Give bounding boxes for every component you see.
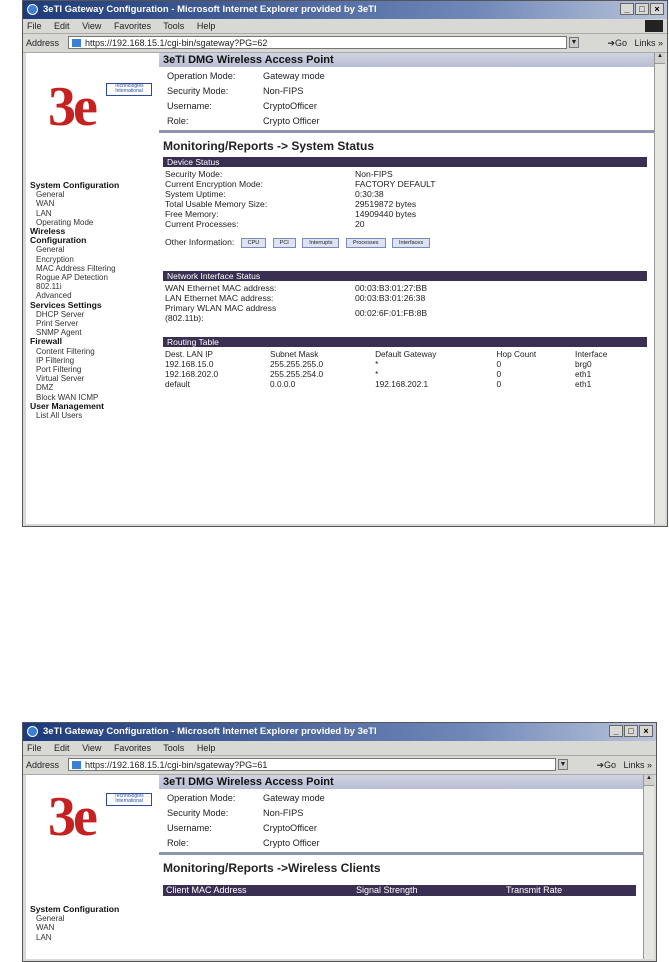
menu-help[interactable]: Help — [196, 21, 216, 31]
status-row: Current Processes: 20 — [165, 219, 365, 229]
sidebar — [26, 775, 156, 959]
col-transmit-rate: Transmit Rate — [506, 885, 563, 895]
nav-link[interactable]: IP Filtering — [36, 355, 75, 365]
nav-section-heading: User Management — [30, 400, 105, 411]
title-bar[interactable] — [23, 1, 667, 19]
device-status-list — [159, 169, 655, 229]
page-content — [26, 775, 644, 959]
nav-section-heading: System Configuration — [30, 904, 120, 914]
nav-link[interactable]: General — [36, 914, 65, 924]
nav-section-heading: Configuration — [30, 235, 87, 246]
ie-icon — [27, 4, 38, 15]
menu-file[interactable]: File — [27, 743, 42, 753]
nav-section-heading: Wireless — [30, 226, 66, 237]
menu-favorites[interactable]: Favorites — [113, 21, 151, 31]
menu-tools[interactable]: Tools — [163, 21, 185, 31]
nav-link[interactable]: Advanced — [36, 291, 72, 301]
menu-bar — [23, 741, 656, 755]
menu-tools[interactable]: Tools — [163, 743, 185, 753]
nav-link[interactable]: LAN — [36, 932, 52, 942]
nav-section-heading: Services Settings — [30, 299, 102, 310]
nav-link[interactable]: DHCP Server — [36, 309, 85, 319]
scroll-up-icon: ▲ — [644, 775, 654, 786]
browser-window-wireless-clients — [22, 722, 657, 962]
ie-icon — [27, 726, 38, 737]
menu-edit[interactable]: Edit — [54, 743, 70, 753]
nav-link[interactable]: MAC Address Filtering — [36, 263, 116, 273]
nav-link[interactable]: LAN — [36, 208, 52, 218]
info-row: Username: CryptoOfficer — [167, 101, 317, 111]
sidebar — [26, 53, 156, 524]
maximize-button[interactable]: □ — [635, 3, 649, 15]
info-row: Security Mode: Non-FIPS — [167, 808, 304, 818]
info-row: Role: Crypto Officer — [167, 116, 320, 126]
menu-file[interactable]: File — [27, 21, 42, 31]
page-content — [26, 53, 655, 524]
address-label: Address — [26, 38, 60, 48]
go-label: Go — [603, 760, 616, 770]
table-row: 192.168.15.0 255.255.255.0 * 0 brg0 — [165, 359, 592, 369]
logo-tag: Technologies International — [106, 83, 152, 96]
network-status-header: Network Interface Status — [163, 271, 647, 281]
vertical-scrollbar[interactable] — [654, 53, 665, 524]
browser-window-system-status — [22, 0, 668, 527]
nav-link[interactable]: General — [36, 190, 65, 200]
interrupts-button[interactable]: Interrupts — [302, 238, 339, 248]
page-title: Monitoring/Reports -> System Status — [163, 139, 375, 153]
go-button[interactable]: ➔Go — [596, 760, 616, 770]
address-bar — [23, 33, 667, 53]
mac-row: Primary WLAN MAC address (802.11b): 00:02:6F:01:FB:8B — [165, 303, 428, 323]
window-title: 3eTI Gateway Configuration - Microsoft Internet Explorer provided by 3eTI — [43, 726, 377, 737]
links-button[interactable]: Links » — [623, 760, 652, 770]
logo-text: 3e — [48, 76, 95, 138]
main-panel — [159, 53, 655, 524]
col-client-mac: Client MAC Address — [166, 885, 247, 895]
logo-3e — [48, 785, 148, 875]
ap-title: 3eTI DMG Wireless Access Point — [159, 775, 644, 789]
nav-link[interactable]: Content Filtering — [36, 346, 95, 356]
main-panel — [159, 775, 644, 959]
status-row: Current Encryption Mode: FACTORY DEFAULT — [165, 179, 436, 189]
logo-3e — [48, 75, 148, 165]
close-button[interactable]: × — [650, 3, 664, 15]
address-input[interactable]: https://192.168.15.1/cgi-bin/sgateway?PG=61 — [68, 758, 556, 771]
close-button[interactable]: × — [639, 725, 653, 737]
nav-section-heading: System Configuration — [30, 180, 120, 190]
wireless-clients-table-header — [163, 885, 636, 896]
routing-table-head: Dest. LAN IP Subnet Mask Default Gateway Hop Count Interface — [165, 349, 608, 359]
nav-menu — [30, 181, 119, 420]
nav-link[interactable]: Rogue AP Detection — [36, 273, 108, 283]
mac-row: LAN Ethernet MAC address: 00:03:B3:01:26:38 — [165, 293, 426, 303]
nav-link[interactable]: General — [36, 245, 65, 255]
page-title: Monitoring/Reports ->Wireless Clients — [163, 861, 381, 875]
table-row: default 0.0.0.0 192.168.202.1 0 eth1 — [165, 379, 592, 389]
col-signal-strength: Signal Strength — [356, 885, 418, 895]
info-row: Role: Crypto Officer — [167, 838, 320, 848]
menu-favorites[interactable]: Favorites — [113, 743, 151, 753]
info-row: Security Mode: Non-FIPS — [167, 86, 304, 96]
nav-link[interactable]: Virtual Server — [36, 374, 85, 384]
address-label: Address — [26, 760, 60, 770]
nav-link[interactable]: 802.11i — [36, 282, 62, 292]
window-title: 3eTI Gateway Configuration - Microsoft Internet Explorer provided by 3eTI — [43, 4, 377, 15]
menu-bar — [23, 19, 667, 33]
nav-link[interactable]: Print Server — [36, 319, 79, 329]
go-button[interactable]: ➔Go — [607, 38, 627, 48]
cpu-button[interactable]: CPU — [241, 238, 267, 248]
mac-row: WAN Ethernet MAC address: 00:03:B3:01:27:BB — [165, 283, 428, 293]
nav-link[interactable]: DMZ — [36, 383, 54, 393]
info-row: Operation Mode: Gateway mode — [167, 71, 325, 81]
nav-link[interactable]: Encryption — [36, 254, 74, 264]
logo-text: 3e — [48, 786, 95, 848]
device-info — [159, 789, 644, 851]
routing-table-header: Routing Table — [163, 337, 647, 347]
nav-menu — [30, 905, 119, 942]
menu-edit[interactable]: Edit — [54, 21, 70, 31]
menu-view[interactable]: View — [82, 743, 102, 753]
links-button[interactable]: Links » — [634, 38, 663, 48]
nav-link[interactable]: List All Users — [36, 411, 83, 421]
nav-link[interactable]: WAN — [36, 199, 55, 209]
maximize-button[interactable]: □ — [624, 725, 638, 737]
other-information-label: Other Information: — [165, 237, 235, 247]
device-status-header: Device Status — [163, 157, 647, 167]
nav-link[interactable]: WAN — [36, 923, 55, 933]
ap-title: 3eTI DMG Wireless Access Point — [159, 53, 655, 67]
status-row: Free Memory: 14909440 bytes — [165, 209, 417, 219]
address-input[interactable]: https://192.168.15.1/cgi-bin/sgateway?PG=62 — [68, 36, 567, 49]
windows-flag-icon — [645, 20, 663, 32]
table-row: 192.168.202.0 255.255.254.0 * 0 eth1 — [165, 369, 592, 379]
scroll-up-icon: ▲ — [655, 53, 665, 64]
go-label: Go — [614, 38, 627, 48]
menu-view[interactable]: View — [82, 21, 102, 31]
title-bar[interactable] — [23, 723, 656, 741]
info-row: Operation Mode: Gateway mode — [167, 793, 325, 803]
nav-section-heading: Firewall — [30, 336, 62, 347]
info-row: Username: CryptoOfficer — [167, 823, 317, 833]
pci-button[interactable]: PCI — [273, 238, 296, 248]
address-dropdown-icon[interactable]: ▼ — [570, 39, 578, 46]
device-info — [159, 67, 655, 129]
routing-table — [165, 349, 639, 389]
nav-link[interactable]: Port Filtering — [36, 365, 82, 375]
interfaces-button[interactable]: Interfaces — [392, 238, 430, 248]
address-dropdown-icon[interactable]: ▼ — [559, 761, 567, 768]
menu-help[interactable]: Help — [196, 743, 216, 753]
minimize-button[interactable]: _ — [609, 725, 623, 737]
status-row: Security Mode: Non-FIPS — [165, 169, 393, 179]
address-bar — [23, 755, 656, 775]
logo-tag: Technologies International — [106, 793, 152, 806]
nav-link[interactable]: SNMP Agent — [36, 328, 82, 338]
status-row: Total Usable Memory Size: 29519872 bytes — [165, 199, 417, 209]
network-status-list — [159, 283, 655, 323]
processes-button[interactable]: Processes — [346, 238, 386, 248]
nav-link[interactable]: Operating Mode — [36, 217, 94, 227]
vertical-scrollbar[interactable] — [643, 775, 654, 959]
other-information — [159, 229, 655, 259]
nav-link[interactable]: Block WAN ICMP — [36, 392, 99, 402]
status-row: System Uptime: 0:30:38 — [165, 189, 384, 199]
minimize-button[interactable]: _ — [620, 3, 634, 15]
